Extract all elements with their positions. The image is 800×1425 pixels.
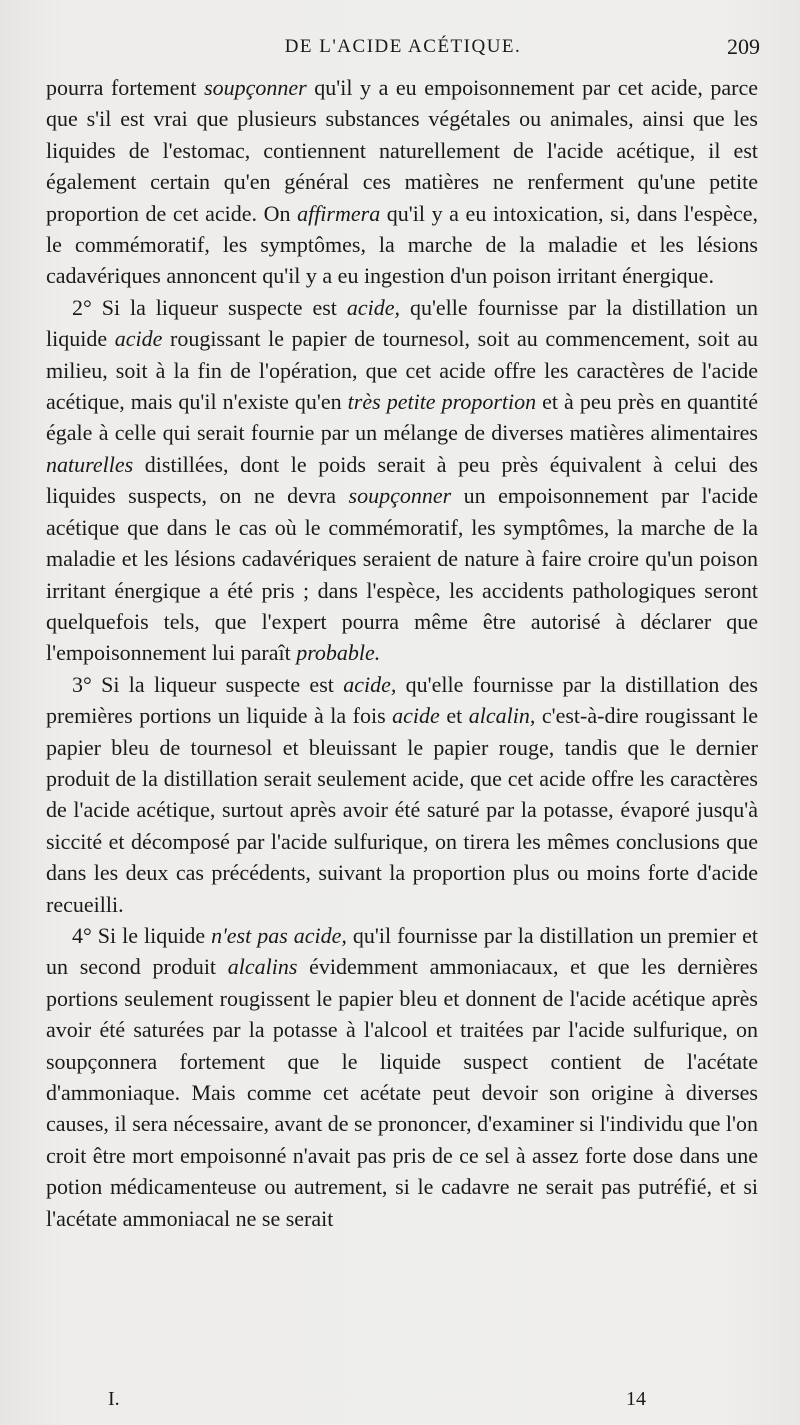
text-run: 3° Si la liqueur suspecte est bbox=[72, 671, 344, 697]
text-run: pourra fortement bbox=[46, 75, 205, 100]
paragraph bbox=[46, 72, 758, 292]
italic-run: n'est pas acide, bbox=[211, 922, 347, 948]
italic-run: acide, bbox=[343, 671, 397, 697]
sheet-number: 14 bbox=[626, 1388, 646, 1410]
text-run: qu'il y a eu empoisonnement par cet acide, parce que s'il est vrai que plusieurs substances végétales ou animales, ainsi que les liquides de l'estomac, contiennent naturellement de l'acide acétique, il est également certain qu'en général ces matières ne renferment qu'une petite proportion de cet acide. On bbox=[46, 75, 759, 226]
text-run: 2° Si la liqueur suspecte est bbox=[72, 294, 347, 320]
paragraph bbox=[46, 920, 758, 1234]
paragraph bbox=[46, 669, 758, 920]
running-title: DE L'ACIDE ACÉTIQUE. bbox=[284, 36, 522, 57]
text-run: qu'elle fournisse par la distillation un liquide bbox=[46, 294, 759, 352]
body-text bbox=[46, 72, 758, 1234]
text-run: rougissant le papier de tournesol, soit au commencement, soit au milieu, soit à la fin de l'opération, que cet acide offre les caractères de l'acide acétique, mais qu'il n'existe qu'en bbox=[46, 326, 758, 415]
italic-run: affirmera bbox=[297, 200, 381, 226]
text-run: et bbox=[439, 703, 469, 729]
text-run: et à peu près en quantité égale à celle qui serait fournie par un mélange de diverses matières alimentaires bbox=[46, 389, 758, 446]
text-run: distillées, dont le poids serait à peu près équivalent à celui des liquides suspects, on ne devra bbox=[46, 451, 758, 509]
italic-run: acide bbox=[114, 326, 163, 352]
page-number: 209 bbox=[727, 34, 760, 59]
italic-run: alcalins bbox=[227, 954, 298, 980]
text-run: c'est-à-dire rougissant le papier bleu de tournesol et bleuissant le papier rouge, tandis que le dernier produit de la distillation serait seulement acide, que cet acide offre les caractères de l'acide acétique, surtout après avoir été saturé par la potasse, évaporé jusqu'à siccité et décomposé par l'acide sulfurique, on tirera les mêmes conclusions que dans les deux cas précédents, suivant la proportion plus ou moins forte d'acide recueilli. bbox=[46, 703, 758, 917]
italic-run: acide bbox=[392, 703, 440, 729]
text-run: un empoisonnement par l'acide acétique que dans le cas où le commémoratif, les symptômes, la marche de la maladie et les lésions cadavériques seraient de nature à faire croire qu'un poison irritant énergique a été pris ; dans l'espèce, les accidents pathologiques seront quelquefois tels, que l'expert pourra même être autorisé à déclarer que l'empoisonnement lui paraît bbox=[46, 483, 758, 666]
signature-mark: I. bbox=[108, 1388, 120, 1410]
text-run: qu'il fournisse par la distillation un premier et un second produit bbox=[46, 922, 758, 980]
italic-run: très petite proportion bbox=[347, 389, 537, 415]
page-footer bbox=[46, 1388, 760, 1416]
text-run: qu'elle fournisse par la distillation des premières portions un liquide à la fois bbox=[46, 671, 758, 729]
italic-run: acide, bbox=[346, 294, 401, 320]
italic-run: soupçonner bbox=[204, 75, 307, 100]
italic-run: alcalin, bbox=[468, 703, 536, 729]
text-run: 4° Si le liquide bbox=[72, 922, 212, 948]
paragraph bbox=[46, 292, 758, 669]
italic-run: naturelles bbox=[46, 451, 134, 477]
text-run: qu'il y a eu intoxication, si, dans l'espèce, le commémoratif, les symptômes, la marche de la maladie et les lésions cadavériques annoncent qu'il y a eu ingestion d'un poison irritant énergique. bbox=[46, 200, 758, 289]
italic-run: probable. bbox=[296, 640, 381, 666]
text-run: évidemment ammoniacaux, et que les dernières portions seulement rougissent le papier bleu et donnent de l'acide acétique après avoir été saturées par la potasse à l'alcool et traitées par l'acide sulfurique, on soupçonnera fortement que le liquide suspect contient de l'acétate d'ammoniaque. Mais comme cet acétate peut devoir son origine à diverses causes, il sera nécessaire, avant de se prononcer, d'examiner si l'individu que l'on croit être mort empoisonné n'avait pas pris de ce sel à assez forte dose dans une potion médicamenteuse ou autrement, si le cadavre ne serait pas putréfié, et si l'acétate ammoniacal ne se serait bbox=[46, 954, 758, 1231]
page-header bbox=[46, 34, 760, 64]
italic-run: soupçonner bbox=[348, 483, 452, 509]
